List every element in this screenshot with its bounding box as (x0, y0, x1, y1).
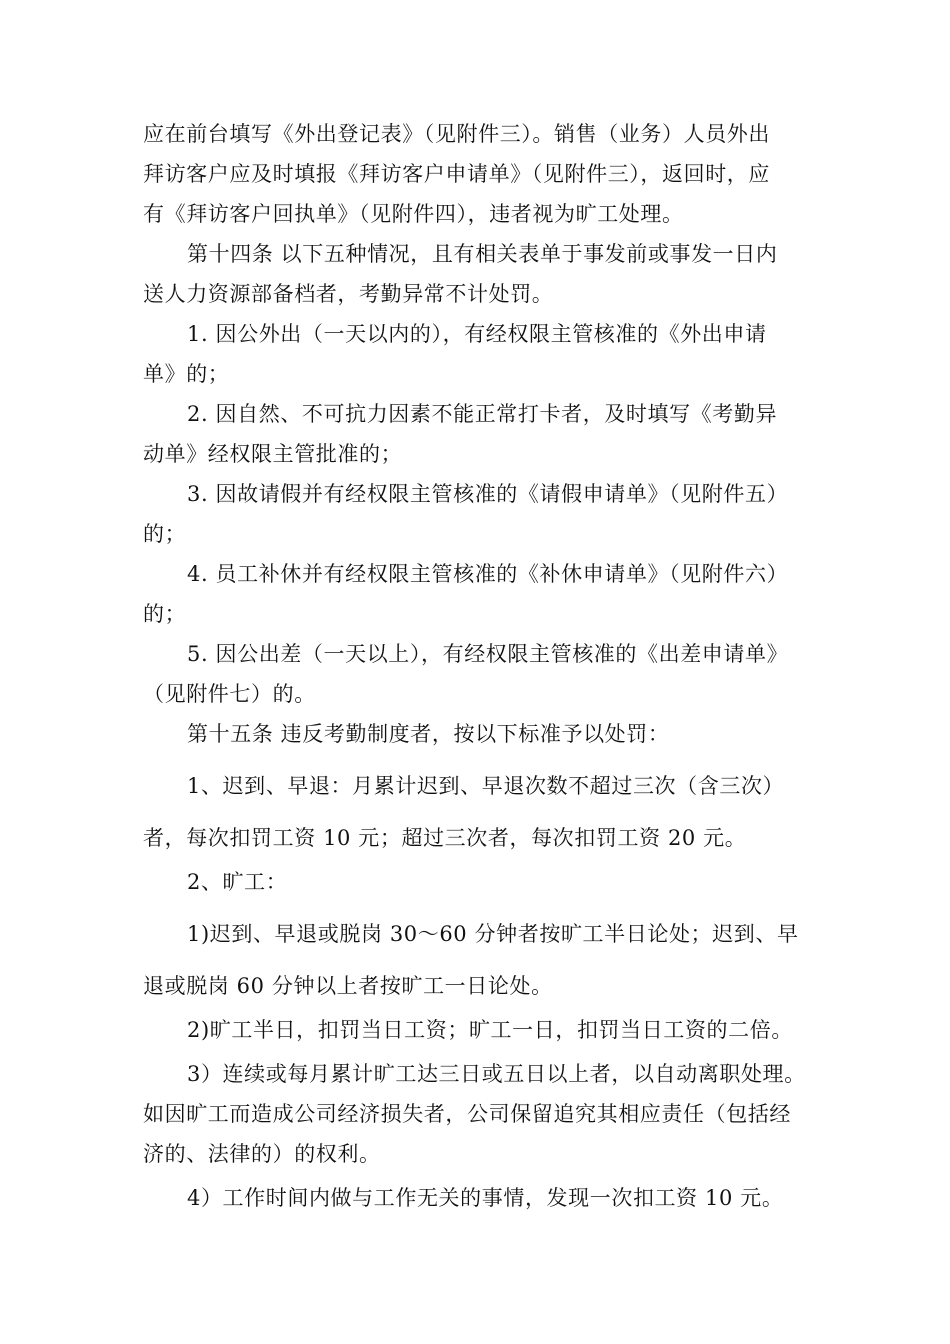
list-item-4: 4. 员工补休并有经权限主管核准的《补休申请单》（见附件六） (187, 562, 789, 586)
penalty-item-1-continued: 者，每次扣罚工资 10 元；超过三次者，每次扣罚工资 20 元。 (143, 826, 747, 850)
list-item-1: 1. 因公外出（一天以内的），有经权限主管核准的《外出申请 (187, 322, 767, 346)
paragraph-line: 送人力资源部备档者，考勤异常不计处罚。 (143, 282, 554, 306)
document-body (143, 114, 813, 1218)
list-item-5: 5. 因公出差（一天以上），有经权限主管核准的《出差申请单》 (187, 642, 789, 666)
article-15-heading: 第十五条 违反考勤制度者，按以下标准予以处罚： (187, 722, 670, 746)
list-item-1-continued: 单》的； (143, 362, 230, 386)
absence-rule-2: 2)旷工半日，扣罚当日工资；旷工一日，扣罚当日工资的二倍。 (187, 1018, 793, 1042)
paragraph-line: 有《拜访客户回执单》（见附件四），违者视为旷工处理。 (143, 202, 684, 226)
list-item-3-continued: 的； (143, 522, 187, 546)
spacer (143, 902, 813, 914)
spacer (143, 954, 813, 966)
absence-rule-3-continued: 济的、法律的）的权利。 (143, 1142, 381, 1166)
spacer (143, 754, 813, 766)
absence-rule-3: 3）连续或每月累计旷工达三日或五日以上者，以自动离职处理。 (187, 1062, 806, 1086)
absence-rule-4: 4）工作时间内做与工作无关的事情，发现一次扣工资 10 元。 (187, 1186, 784, 1210)
paragraph-line: 拜访客户应及时填报《拜访客户申请单》（见附件三），返回时，应 (143, 162, 770, 186)
paragraph-line: 应在前台填写《外出登记表》（见附件三）。销售（业务）人员外出 (143, 122, 770, 146)
penalty-item-2: 2、旷工： (187, 870, 288, 894)
list-item-3: 3. 因故请假并有经权限主管核准的《请假申请单》（见附件五） (187, 482, 789, 506)
list-item-2: 2. 因自然、不可抗力因素不能正常打卡者，及时填写《考勤异 (187, 402, 778, 426)
absence-rule-1: 1)迟到、早退或脱岗 30～60 分钟者按旷工半日论处；迟到、早 (187, 922, 799, 946)
article-14-heading: 第十四条 以下五种情况，且有相关表单于事发前或事发一日内 (187, 242, 778, 266)
list-item-2-continued: 动单》经权限主管批准的； (143, 442, 403, 466)
penalty-item-1: 1、迟到、早退：月累计迟到、早退次数不超过三次（含三次） (187, 774, 785, 798)
absence-rule-1-continued: 退或脱岗 60 分钟以上者按旷工一日论处。 (143, 974, 553, 998)
spacer (143, 806, 813, 818)
absence-rule-3-continued: 如因旷工而造成公司经济损失者，公司保留追究其相应责任（包括经 (143, 1102, 791, 1126)
list-item-4-continued: 的； (143, 602, 187, 626)
list-item-5-continued: （见附件七）的。 (143, 682, 316, 706)
